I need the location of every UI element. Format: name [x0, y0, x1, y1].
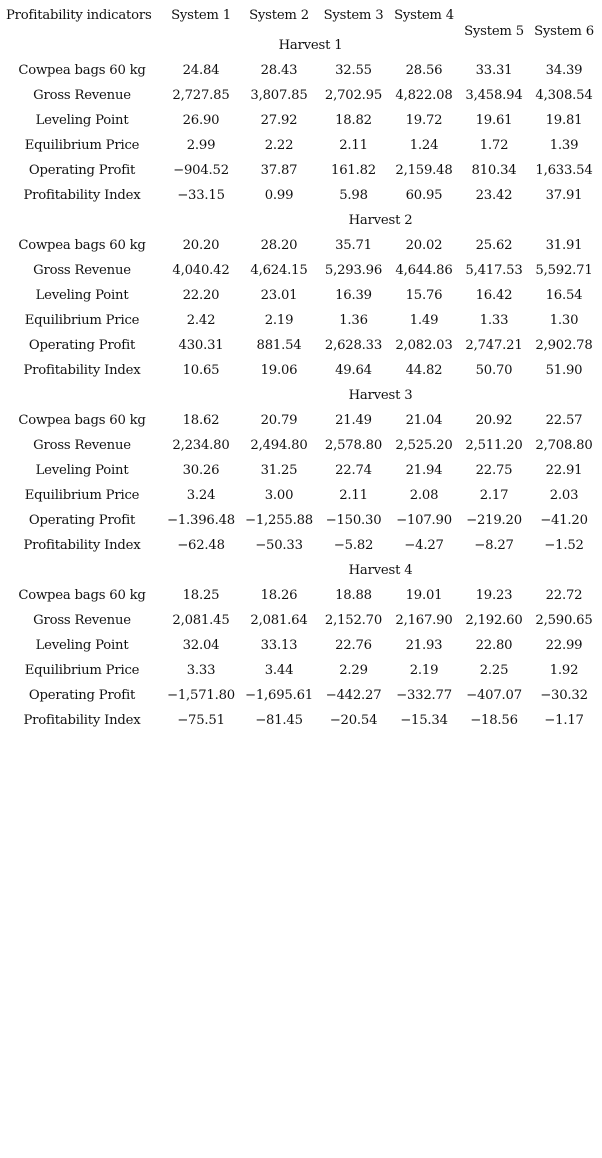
table-cell-system-3: 5.98 — [339, 188, 368, 203]
table-cell-system-4: 19.72 — [405, 113, 443, 128]
table-cell-system-1: 3.24 — [186, 488, 216, 503]
table-cell-system-1: 32.04 — [182, 638, 220, 653]
table-cell-system-4: 1.24 — [409, 138, 439, 153]
table-cell-system-3: 49.64 — [335, 363, 372, 378]
table-cell-system-1: −62.48 — [177, 538, 225, 553]
table-cell-system-1: 2.42 — [186, 313, 216, 328]
table-row — [2, 58, 599, 83]
table-cell-system-4: 15.76 — [405, 288, 443, 303]
table-cell-system-1: 22.20 — [182, 288, 220, 303]
table-cell-system-4: 2,159.48 — [395, 163, 453, 178]
table-cell-system-6: 19.81 — [545, 113, 583, 128]
table-cell-system-3: 32.55 — [335, 63, 372, 78]
table-cell-system-4: −332.77 — [396, 688, 452, 703]
table-cell-system-1: 2,081.45 — [172, 613, 230, 628]
table-cell-system-5: 2,192.60 — [465, 613, 523, 628]
row-label: Gross Revenue — [33, 263, 131, 278]
row-label: Leveling Point — [35, 638, 129, 653]
table-cell-system-2: 28.43 — [260, 63, 298, 78]
table-cell-system-1: 18.25 — [182, 588, 220, 603]
harvest-title: Harvest 3 — [348, 388, 413, 403]
header-system-3: System 3 — [323, 8, 384, 23]
table-row — [2, 358, 599, 383]
header-system-5: System 5 — [464, 24, 524, 39]
table-cell-system-4: −107.90 — [396, 513, 452, 528]
table-cell-system-4: 2,167.90 — [395, 613, 453, 628]
table-cell-system-3: 2,702.95 — [324, 88, 383, 103]
header-system-1: System 1 — [171, 8, 231, 23]
table-cell-system-2: 19.06 — [260, 363, 298, 378]
row-label: Cowpea bags 60 kg — [18, 588, 146, 603]
table-cell-system-6: −30.32 — [540, 688, 588, 703]
table-cell-system-3: 2.11 — [339, 138, 368, 153]
table-row — [2, 608, 599, 633]
row-label: Leveling Point — [35, 463, 129, 478]
table-body — [2, 58, 599, 733]
table-cell-system-4: 2,525.20 — [395, 438, 453, 453]
table-row — [2, 233, 599, 258]
table-cell-system-5: 22.80 — [475, 638, 513, 653]
table-cell-system-6: 2,708.80 — [535, 438, 593, 453]
table-cell-system-5: 33.31 — [475, 63, 513, 78]
row-label: Equilibrium Price — [24, 138, 140, 153]
table-row — [2, 458, 599, 483]
row-label: Cowpea bags 60 kg — [18, 238, 146, 253]
table-cell-system-3: −5.82 — [333, 538, 374, 553]
row-label: Operating Profit — [28, 163, 136, 178]
table-row — [2, 408, 599, 433]
table-cell-system-3: 2,628.33 — [324, 338, 383, 353]
table-cell-system-2: 33.13 — [260, 638, 298, 653]
row-label: Equilibrium Price — [24, 313, 140, 328]
table-cell-system-1: −1,571.80 — [167, 688, 235, 703]
table-cell-system-5: −407.07 — [466, 688, 522, 703]
table-cell-system-1: 2,234.80 — [172, 438, 230, 453]
harvest-title-spacer — [2, 33, 162, 58]
table-cell-system-6: 34.39 — [545, 63, 583, 78]
table-cell-system-4: −4.27 — [404, 538, 444, 553]
table-header — [2, 5, 599, 58]
table-cell-system-5: 16.42 — [475, 288, 513, 303]
row-label: Profitability Index — [23, 363, 141, 378]
table-cell-system-3: 2,578.80 — [324, 438, 383, 453]
header-system-6: System 6 — [534, 24, 594, 39]
header-system-2: System 2 — [249, 8, 309, 23]
row-label: Cowpea bags 60 kg — [18, 63, 146, 78]
table-row — [2, 633, 599, 658]
table-cell-system-1: −75.51 — [177, 713, 225, 728]
table-cell-system-1: −1.396.48 — [167, 513, 235, 528]
table-cell-system-6: 22.91 — [545, 463, 583, 478]
table-cell-system-4: 1.49 — [409, 313, 439, 328]
row-label: Gross Revenue — [33, 88, 131, 103]
table-cell-system-6: 22.99 — [545, 638, 583, 653]
table-cell-system-6: 22.72 — [545, 588, 583, 603]
table-row — [2, 433, 599, 458]
table-cell-system-4: 2,082.03 — [395, 338, 453, 353]
table-cell-system-2: −1,255.88 — [245, 513, 313, 528]
table-cell-system-2: 20.79 — [260, 413, 298, 428]
table-row — [2, 158, 599, 183]
table-cell-system-4: 44.82 — [405, 363, 443, 378]
table-cell-system-4: 21.04 — [405, 413, 443, 428]
table-cell-system-6: 2,590.65 — [535, 613, 593, 628]
table-cell-system-5: −8.27 — [474, 538, 514, 553]
table-cell-system-4: 21.93 — [405, 638, 443, 653]
table-cell-system-2: 28.20 — [260, 238, 298, 253]
table-cell-system-2: 3,807.85 — [250, 88, 308, 103]
row-label: Cowpea bags 60 kg — [18, 413, 146, 428]
table-cell-system-6: 1.39 — [549, 138, 579, 153]
table-cell-system-6: 2,902.78 — [535, 338, 593, 353]
table-cell-system-4: 4,822.08 — [395, 88, 453, 103]
row-label: Leveling Point — [35, 113, 129, 128]
table-cell-system-1: 20.20 — [182, 238, 220, 253]
table-cell-system-6: 22.57 — [545, 413, 583, 428]
header-system-4: System 4 — [394, 8, 454, 23]
table-cell-system-6: 1.30 — [549, 313, 579, 328]
table-cell-system-2: 4,624.15 — [250, 263, 308, 278]
table-row — [2, 533, 599, 558]
table-cell-system-4: 2.19 — [409, 663, 439, 678]
table-cell-system-1: 18.62 — [182, 413, 220, 428]
row-label: Profitability Index — [23, 188, 141, 203]
table-cell-system-3: 16.39 — [335, 288, 372, 303]
table-cell-system-5: 2,511.20 — [465, 438, 523, 453]
table-cell-system-3: −150.30 — [325, 513, 382, 528]
table-cell-system-2: −81.45 — [255, 713, 303, 728]
row-label: Gross Revenue — [33, 613, 131, 628]
harvest-title: Harvest 2 — [348, 213, 413, 228]
row-label: Operating Profit — [28, 338, 136, 353]
table-cell-system-3: 18.82 — [335, 113, 372, 128]
table-cell-system-6: 16.54 — [545, 288, 583, 303]
table-cell-system-6: 31.91 — [545, 238, 583, 253]
table-cell-system-6: −1.52 — [544, 538, 584, 553]
row-label: Profitability Index — [23, 538, 141, 553]
table-row — [2, 658, 599, 683]
harvest-title-spacer — [2, 208, 162, 233]
table-cell-system-3: 2,152.70 — [324, 613, 383, 628]
table-cell-system-6: 37.91 — [545, 188, 583, 203]
table-row — [2, 83, 599, 108]
row-label: Equilibrium Price — [24, 488, 140, 503]
table-cell-system-1: 430.31 — [178, 338, 224, 353]
table-cell-system-4: 4,644.86 — [395, 263, 453, 278]
table-cell-system-1: 30.26 — [182, 463, 220, 478]
harvest-title: Harvest 4 — [348, 563, 413, 578]
table-cell-system-1: 2,727.85 — [172, 88, 230, 103]
table-row — [2, 308, 599, 333]
harvest-title-row — [2, 208, 599, 233]
table-row — [2, 133, 599, 158]
table-cell-system-5: −18.56 — [470, 713, 518, 728]
row-label: Profitability Index — [23, 713, 141, 728]
table-cell-system-5: 5,417.53 — [465, 263, 523, 278]
table-cell-system-2: 2,494.80 — [250, 438, 308, 453]
table-row — [2, 183, 599, 208]
table-cell-system-5: 2.17 — [479, 488, 509, 503]
table-cell-system-5: 50.70 — [475, 363, 513, 378]
table-cell-system-3: 5,293.96 — [324, 263, 383, 278]
table-cell-system-6: 2.03 — [549, 488, 579, 503]
table-row — [2, 258, 599, 283]
table-cell-system-3: 18.88 — [335, 588, 372, 603]
table-cell-system-2: 3.00 — [264, 488, 294, 503]
table-cell-system-6: −1.17 — [544, 713, 584, 728]
table-cell-system-3: 35.71 — [335, 238, 372, 253]
harvest-title: Harvest 1 — [278, 38, 343, 53]
table-cell-system-2: 18.26 — [260, 588, 298, 603]
table-cell-system-3: 22.76 — [335, 638, 372, 653]
table-cell-system-5: 1.33 — [479, 313, 509, 328]
table-cell-system-4: 28.56 — [405, 63, 443, 78]
table-cell-system-4: 19.01 — [405, 588, 443, 603]
table-row — [2, 333, 599, 358]
table-row — [2, 283, 599, 308]
table-cell-system-3: 1.36 — [339, 313, 368, 328]
table-cell-system-5: 2,747.21 — [465, 338, 523, 353]
table-cell-system-5: 22.75 — [475, 463, 513, 478]
table-cell-system-4: −15.34 — [400, 713, 448, 728]
row-label: Leveling Point — [35, 288, 129, 303]
table-cell-system-5: −219.20 — [466, 513, 522, 528]
table-cell-system-2: 37.87 — [260, 163, 298, 178]
table-cell-system-4: 2.08 — [409, 488, 439, 503]
table-cell-system-2: 2.22 — [264, 138, 294, 153]
row-label: Operating Profit — [28, 513, 136, 528]
table-cell-system-2: 0.99 — [264, 188, 294, 203]
table-row — [2, 708, 599, 733]
table-cell-system-5: 19.23 — [475, 588, 513, 603]
table-cell-system-5: 3,458.94 — [465, 88, 523, 103]
table-row — [2, 683, 599, 708]
table-cell-system-2: 31.25 — [260, 463, 298, 478]
table-cell-system-2: 2.19 — [264, 313, 294, 328]
table-cell-system-2: 23.01 — [260, 288, 298, 303]
table-cell-system-6: 4,308.54 — [535, 88, 593, 103]
table-row — [2, 108, 599, 133]
table-cell-system-1: 10.65 — [182, 363, 220, 378]
table-cell-system-1: 4,040.42 — [172, 263, 230, 278]
table-cell-system-1: 3.33 — [186, 663, 216, 678]
table-cell-system-2: 3.44 — [264, 663, 294, 678]
row-label: Operating Profit — [28, 688, 136, 703]
table-cell-system-4: 60.95 — [405, 188, 443, 203]
table-cell-system-6: 1,633.54 — [535, 163, 593, 178]
table-row — [2, 483, 599, 508]
table-row — [2, 583, 599, 608]
table-cell-system-5: 1.72 — [479, 138, 509, 153]
table-cell-system-1: −33.15 — [177, 188, 225, 203]
table-cell-system-2: 2,081.64 — [250, 613, 308, 628]
table-cell-system-1: −904.52 — [173, 163, 229, 178]
table-cell-system-3: 161.82 — [331, 163, 376, 178]
table-cell-system-3: 22.74 — [335, 463, 372, 478]
harvest-title-spacer — [2, 383, 162, 408]
table-cell-system-4: 20.02 — [405, 238, 443, 253]
profitability-table — [2, 5, 599, 733]
table-cell-system-5: 20.92 — [475, 413, 513, 428]
table-cell-system-2: 27.92 — [260, 113, 298, 128]
table-row — [2, 508, 599, 533]
table-cell-system-1: 26.90 — [182, 113, 220, 128]
table-cell-system-2: 881.54 — [256, 338, 302, 353]
table-cell-system-5: 23.42 — [475, 188, 513, 203]
table-cell-system-5: 25.62 — [475, 238, 513, 253]
row-label: Gross Revenue — [33, 438, 131, 453]
table-cell-system-2: −50.33 — [255, 538, 303, 553]
table-cell-system-5: 810.34 — [471, 163, 517, 178]
table-cell-system-6: 51.90 — [545, 363, 583, 378]
table-cell-system-1: 2.99 — [186, 138, 216, 153]
table-cell-system-6: 5,592.71 — [535, 263, 593, 278]
table-cell-system-3: 2.29 — [339, 663, 368, 678]
harvest-title-row — [2, 558, 599, 583]
row-label: Equilibrium Price — [24, 663, 140, 678]
table-cell-system-2: −1,695.61 — [245, 688, 313, 703]
table-cell-system-5: 19.61 — [475, 113, 513, 128]
table-cell-system-5: 2.25 — [479, 663, 509, 678]
table-cell-system-3: −20.54 — [329, 713, 378, 728]
profitability-table-container — [2, 5, 599, 733]
header-profitability-indicators: Profitability indicators — [6, 8, 152, 23]
table-cell-system-1: 24.84 — [182, 63, 220, 78]
table-cell-system-3: −442.27 — [325, 688, 382, 703]
table-cell-system-6: 1.92 — [549, 663, 579, 678]
table-cell-system-6: −41.20 — [540, 513, 588, 528]
table-cell-system-4: 21.94 — [405, 463, 443, 478]
table-cell-system-3: 21.49 — [335, 413, 372, 428]
table-cell-system-3: 2.11 — [339, 488, 368, 503]
harvest-title-spacer — [2, 558, 162, 583]
harvest-title-row — [2, 383, 599, 408]
